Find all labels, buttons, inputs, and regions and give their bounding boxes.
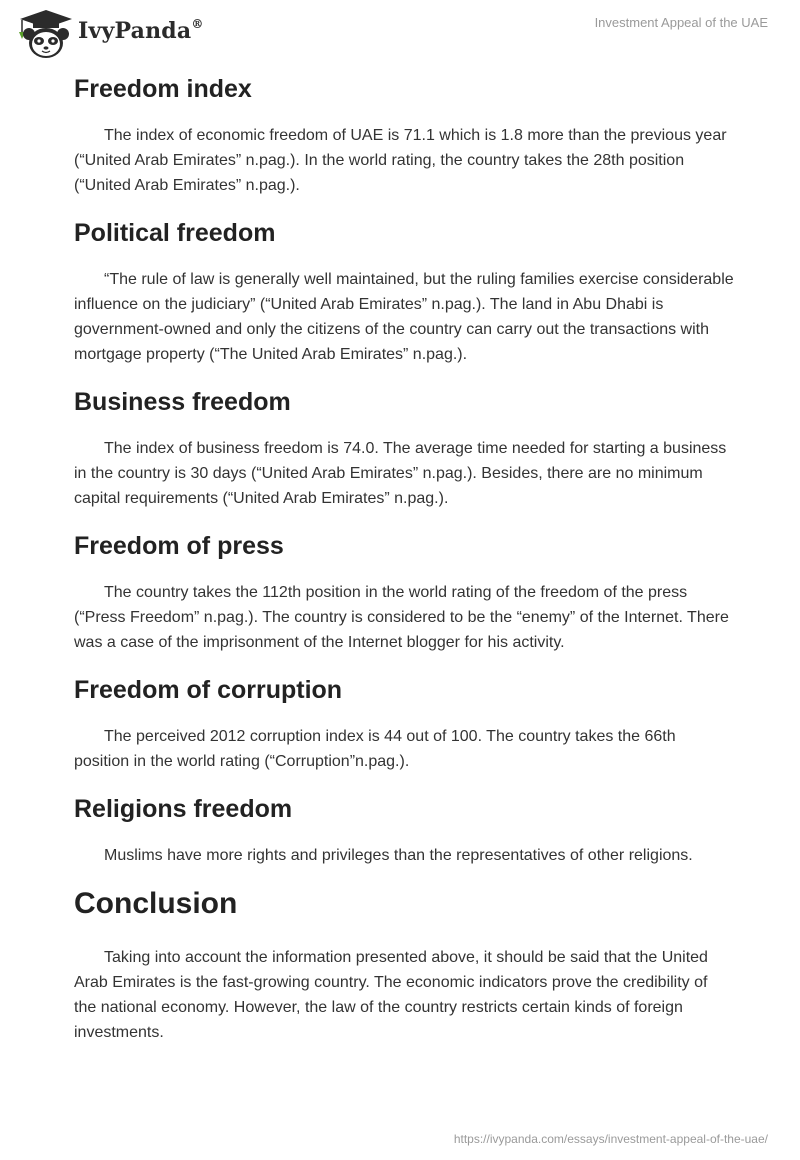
section-heading: Business freedom <box>74 388 291 416</box>
ivypanda-logo-icon[interactable] <box>16 8 76 60</box>
section-paragraph: “The rule of law is generally well maintained, but the ruling families exercise considerable influence on the judiciary” (“United Arab Emirates” n.pag.). The land in Abu Dhabi is government-owned and only the citizens of the country can carry out the transactions with mortgage property (“The United Arab Emirates” n.pag.). <box>74 271 734 363</box>
brand-name[interactable] <box>78 18 204 44</box>
conclusion-paragraph: Taking into account the information presented above, it should be said that the United Arab Emirates is the fast-growing country. The economic indicators prove the credibility of the national economy. However, the law of the country restricts certain kinds of foreign investments. <box>74 949 708 1041</box>
section-paragraph: The perceived 2012 corruption index is 44 out of 100. The country takes the 66th position in the world rating (“Corruption”n.pag.). <box>74 728 676 770</box>
conclusion-heading: Conclusion <box>74 887 238 920</box>
section-paragraph: Muslims have more rights and privileges than the representatives of other religions. <box>104 847 693 864</box>
document-title: Investment Appeal of the UAE <box>594 15 768 30</box>
brand-text: IvyPanda <box>78 18 192 44</box>
section-paragraph: The country takes the 112th position in the world rating of the freedom of the press (“Press Freedom” n.pag.). The country is considered to be the “enemy” of the Internet. There was a case of the imprisonment of the Internet blogger for his activity. <box>74 584 729 651</box>
page-header <box>0 0 800 70</box>
section-paragraph: The index of business freedom is 74.0. The average time needed for starting a business in the country is 30 days (“United Arab Emirates” n.pag.). Besides, there are no minimum capital requirements (“United Arab Emirates” n.pag.). <box>74 440 727 507</box>
essay-content <box>74 70 734 1045</box>
section-heading: Religions freedom <box>74 795 293 823</box>
section-heading: Freedom of press <box>74 532 284 560</box>
registered-mark: ® <box>191 16 204 31</box>
source-url-link[interactable]: https://ivypanda.com/essays/investment-appeal-of-the-uae/ <box>453 1132 768 1146</box>
section-paragraph: The index of economic freedom of UAE is 71.1 which is 1.8 more than the previous year (“United Arab Emirates” n.pag.). In the world rating, the country takes the 28th position (“United Arab Emirates” n.pag.). <box>74 127 727 194</box>
section-heading: Freedom index <box>74 75 252 103</box>
section-heading: Freedom of corruption <box>74 676 343 704</box>
section-heading: Political freedom <box>74 219 276 247</box>
